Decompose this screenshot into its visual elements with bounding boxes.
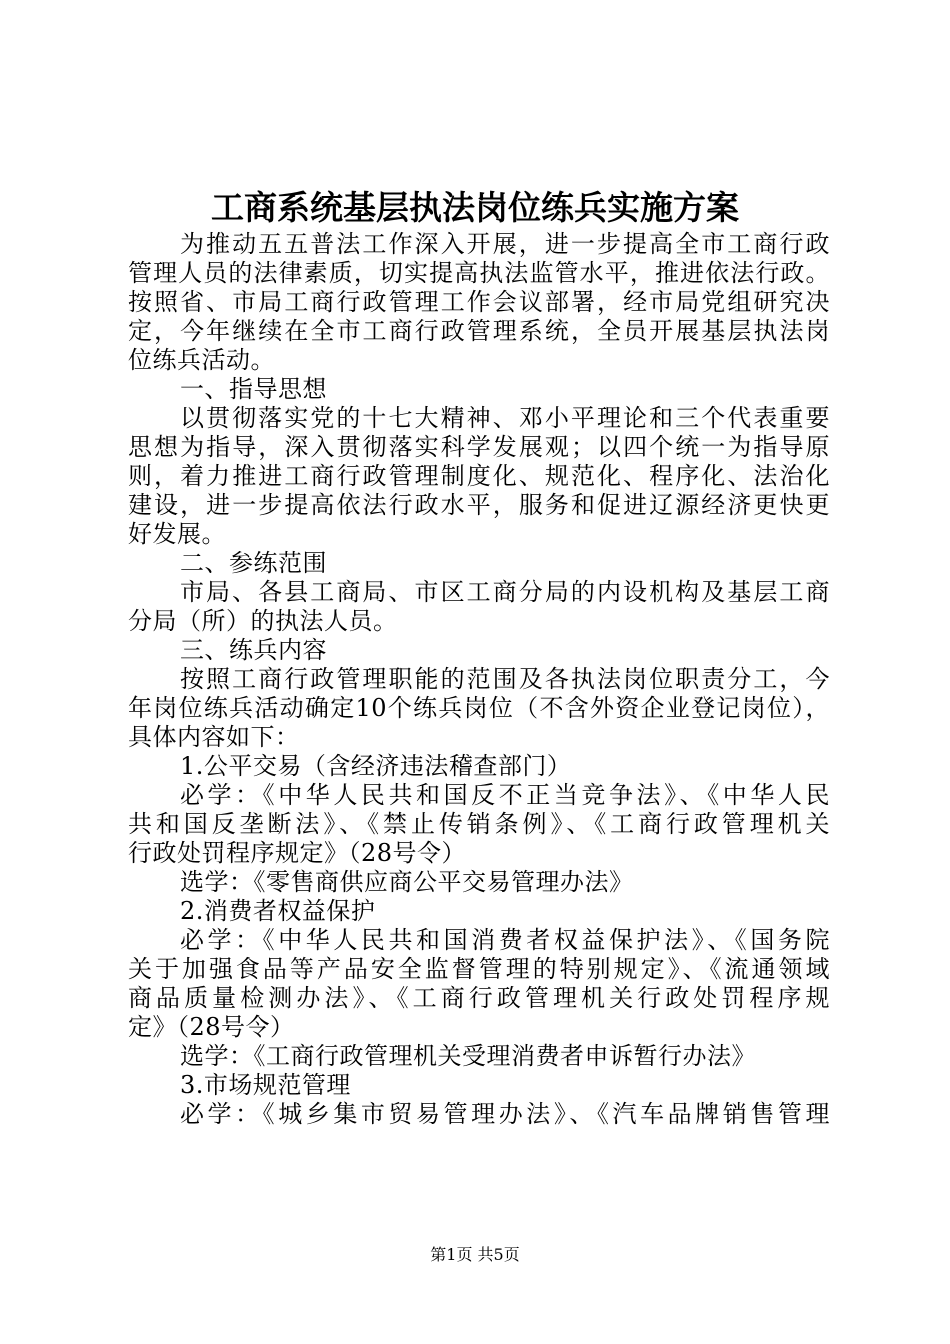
text-line: 必学：《城乡集市贸易管理办法》、《汽车品牌销售管理 (180, 1100, 830, 1128)
text-line: 必学：《中华人民共和国消费者权益保护法》、《国务院 (180, 926, 830, 954)
text-line: 共和国反垄断法》、《禁止传销条例》、《工商行政管理机关 (128, 810, 830, 838)
text-line: 以贯彻落实党的十七大精神、邓小平理论和三个代表重要 (180, 404, 830, 432)
text-line: 管理人员的法律素质，切实提高执法监管水平，推进依法行政。 (128, 259, 830, 287)
document-body (128, 230, 830, 1129)
text-line: 思想为指导，深入贯彻落实科学发展观；以四个统一为指导原 (128, 433, 830, 461)
text-line: 2.消费者权益保护 (180, 897, 376, 925)
page-footer: 第1页 共5页 (430, 1245, 520, 1264)
text-line: 行政处罚程序规定》（28号令） (128, 839, 467, 867)
text-line: 年岗位练兵活动确定10个练兵岗位（不含外资企业登记岗位）， (128, 694, 830, 722)
document-title: 工商系统基层执法岗位练兵实施方案 (211, 188, 739, 227)
text-line: 具体内容如下： (128, 723, 300, 751)
text-line: 三、练兵内容 (180, 636, 327, 664)
text-line: 选学：《零售商供应商公平交易管理办法》 (180, 868, 634, 896)
text-line: 二、参练范围 (180, 549, 327, 577)
text-line: 建设，进一步提高依法行政水平，服务和促进辽源经济更快更 (128, 491, 830, 519)
text-line: 必学：《中华人民共和国反不正当竞争法》、《中华人民 (180, 781, 830, 809)
text-line: 位练兵活动。 (128, 346, 275, 374)
text-line: 商品质量检测办法》、《工商行政管理机关行政处罚程序规 (128, 984, 830, 1012)
text-line: 定，今年继续在全市工商行政管理系统，全员开展基层执法岗 (128, 317, 830, 345)
text-line: 按照省、市局工商行政管理工作会议部署，经市局党组研究决 (128, 288, 830, 316)
text-line: 关于加强食品等产品安全监督管理的特别规定》、《流通领域 (128, 955, 830, 983)
text-line: 定》（28号令） (128, 1013, 295, 1041)
text-line: 选学：《工商行政管理机关受理消费者申诉暂行办法》 (180, 1042, 756, 1070)
text-line: 一、指导思想 (180, 375, 327, 403)
text-line: 3.市场规范管理 (180, 1071, 351, 1099)
text-line: 按照工商行政管理职能的范围及各执法岗位职责分工，今 (180, 665, 830, 693)
text-line: 好发展。 (128, 520, 226, 548)
text-line: 分局（所）的执法人员。 (128, 607, 398, 635)
text-line: 则，着力推进工商行政管理制度化、规范化、程序化、法治化 (128, 462, 830, 490)
text-line: 为推动五五普法工作深入开展，进一步提高全市工商行政 (180, 230, 830, 258)
text-line: 1.公平交易（含经济违法稽查部门） (180, 752, 572, 780)
text-line: 市局、各县工商局、市区工商分局的内设机构及基层工商 (180, 578, 830, 606)
